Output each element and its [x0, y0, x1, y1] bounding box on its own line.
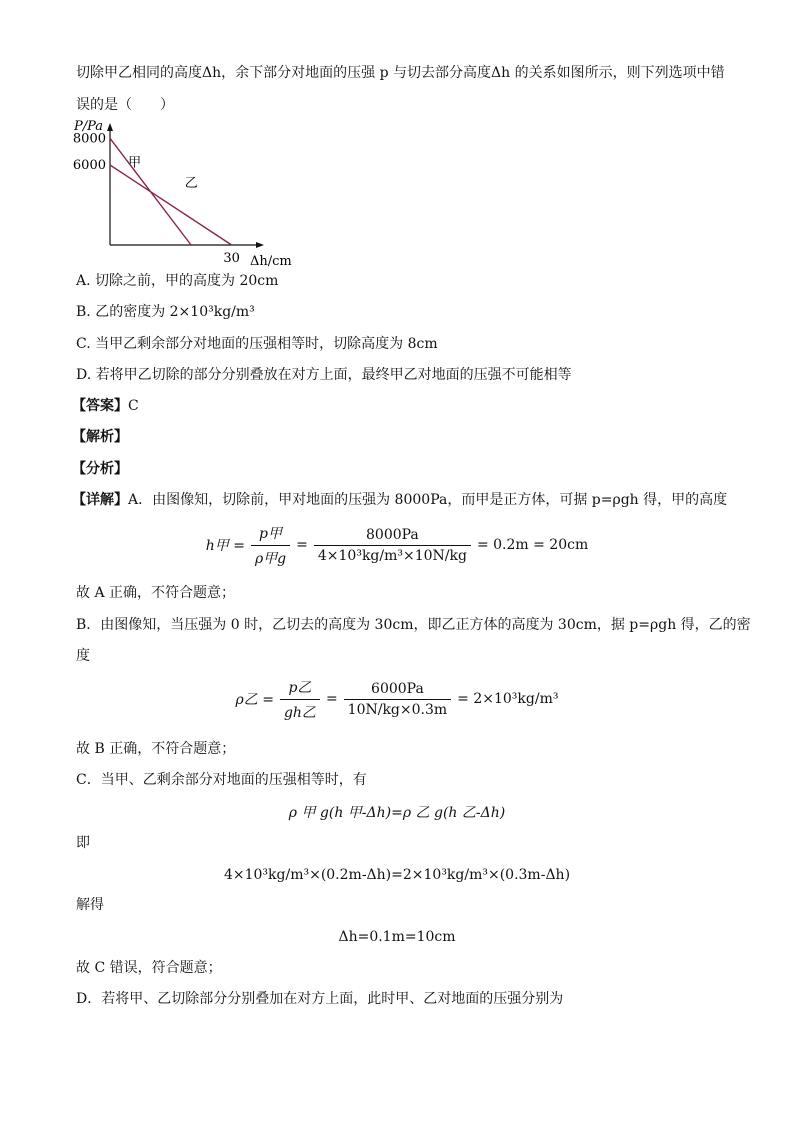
- detail-b-intro-2: 度: [76, 648, 90, 664]
- detail-c-intro: C．当甲、乙剩余部分对地面的压强相等时，有: [76, 772, 367, 788]
- detail-c-ji: 即: [76, 835, 90, 851]
- detail-a-conclusion: 故 A 正确，不符合题意；: [76, 585, 236, 601]
- series-line-2: [110, 165, 232, 245]
- equation-b: ρ乙 = $\frac{\text{p乙}}{\text{gh乙}}$ = $\frac{6000Pa}{10N/kg\times 0.3m}$ = 2×10³kg/m³: [0, 677, 794, 721]
- answer-line: 【答案】C: [72, 398, 139, 414]
- y-axis-arrow: [107, 123, 113, 131]
- fenxi-heading: 【分析】: [72, 461, 128, 477]
- series-label-2: 乙: [184, 176, 198, 191]
- detail-b-conclusion: 故 B 正确，不符合题意；: [76, 741, 236, 757]
- equation-a: h甲 = $\frac{\text{p甲}}{\text{ρ甲g}}$ = $\frac{8000Pa}{\text{4×10³kg/m³×10N/kg}}$ = 0.2m = 20cm: [0, 523, 794, 567]
- series-label-1: 甲: [128, 155, 142, 171]
- x-axis-arrow: [256, 242, 264, 248]
- pressure-height-chart: [70, 115, 300, 270]
- equation-c-3: Δh=0.1m=10cm: [338, 929, 456, 945]
- equation-c-1: ρ 甲 g(h 甲-Δh)=ρ 乙 g(h 乙-Δh): [288, 805, 506, 821]
- question-line-2: 误的是（ ）: [76, 97, 174, 113]
- y-tick-label: 8000: [72, 131, 106, 147]
- detail-c-conclusion: 故 C 错误，符合题意；: [76, 960, 222, 976]
- detail-d-intro: D．若将甲、乙切除部分分别叠加在对方上面，此时甲、乙对地面的压强分别为: [76, 991, 564, 1007]
- x-axis-label: Δh/cm: [250, 254, 292, 269]
- question-line-1: 切除甲乙相同的高度Δh，余下部分对地面的压强 p 与切去部分高度Δh 的关系如图所示，则下列选项中错: [76, 65, 725, 81]
- option-b: B. 乙的密度为 2×10³kg/m³: [76, 304, 255, 320]
- x-tick-label: 30: [223, 251, 240, 266]
- option-a: A. 切除之前，甲的高度为 20cm: [76, 273, 279, 289]
- analysis-heading: 【解析】: [72, 429, 128, 445]
- detail-c-jiede: 解得: [76, 897, 104, 913]
- y-tick-label: 6000: [72, 158, 106, 173]
- y-axis-label: P/Pa: [74, 119, 104, 134]
- detail-b-intro-1: B．由图像知，当压强为 0 时，乙切去的高度为 30cm，即乙正方体的高度为 30cm，据 p=ρgh 得，乙的密: [76, 617, 751, 633]
- detail-a-intro: 【详解】A．由图像知，切除前，甲对地面的压强为 8000Pa，而甲是正方体，可据 p=ρgh 得，甲的高度: [72, 492, 728, 508]
- equation-c-2: 4×10³kg/m³×(0.2m-Δh)=2×10³kg/m³×(0.3m-Δh): [223, 867, 571, 883]
- option-c: C. 当甲乙剩余部分对地面的压强相等时，切除高度为 8cm: [76, 336, 438, 352]
- option-d: D. 若将甲乙切除的部分分别叠放在对方上面，最终甲乙对地面的压强不可能相等: [76, 367, 572, 383]
